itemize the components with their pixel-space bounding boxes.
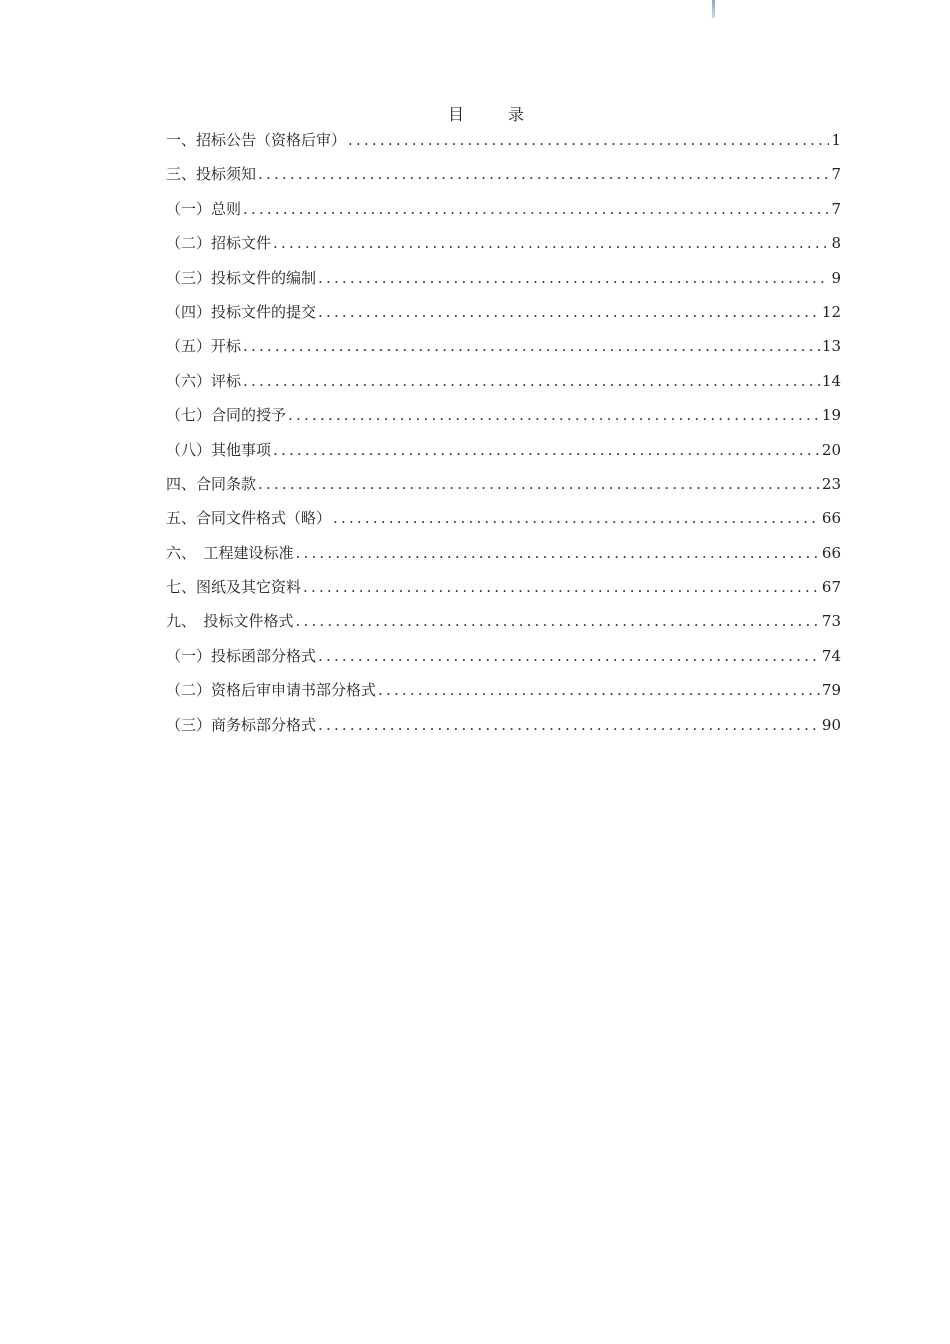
toc-entry[interactable] <box>166 300 841 334</box>
toc-entry-label: 六、 工程建设标准 <box>166 543 294 562</box>
toc-entry-label: 一、招标公告（资格后审） <box>166 131 347 149</box>
toc-entry[interactable] <box>166 644 841 678</box>
toc-entry-page: 79 <box>821 681 841 700</box>
toc-entry-page: 90 <box>821 715 841 734</box>
toc-entry-label: 四、合同条款 <box>166 474 257 493</box>
toc-entry[interactable] <box>166 369 841 403</box>
toc-entry[interactable] <box>166 197 841 231</box>
toc-leader-dots <box>258 472 820 496</box>
toc-leader-dots <box>258 162 829 186</box>
toc-leader-dots <box>296 609 820 633</box>
toc-entry-page: 74 <box>821 646 841 665</box>
toc-entry[interactable] <box>166 403 841 437</box>
toc-entry-page: 19 <box>821 406 841 425</box>
toc-entry-label: （一）投标函部分格式 <box>166 646 317 665</box>
toc-entry[interactable] <box>166 266 841 300</box>
toc-entry-label: （八）其他事项 <box>166 440 272 459</box>
toc-entry-page: 13 <box>821 337 841 356</box>
table-of-contents <box>166 128 841 747</box>
toc-entry-label: （二）招标文件 <box>166 234 272 253</box>
header-mark <box>712 0 715 18</box>
toc-leader-dots <box>333 506 820 530</box>
toc-entry-page: 1 <box>831 131 841 149</box>
toc-entry-label: 九、 投标文件格式 <box>166 612 294 631</box>
toc-entry[interactable] <box>166 575 841 609</box>
toc-entry-label: （三）商务标部分格式 <box>166 715 317 734</box>
toc-entry[interactable] <box>166 472 841 506</box>
toc-leader-dots <box>318 266 829 290</box>
toc-leader-dots <box>348 128 829 152</box>
toc-entry-page: 73 <box>821 612 841 631</box>
toc-entry[interactable] <box>166 678 841 712</box>
toc-entry-page: 12 <box>821 302 841 321</box>
toc-entry-page: 66 <box>821 509 841 528</box>
toc-leader-dots <box>318 713 820 737</box>
toc-entry[interactable] <box>166 334 841 368</box>
toc-entry[interactable] <box>166 609 841 643</box>
toc-leader-dots <box>288 403 820 427</box>
toc-entry-label: （一）总则 <box>166 199 242 218</box>
toc-entry[interactable] <box>166 231 841 265</box>
toc-entry-label: （六）评标 <box>166 371 242 390</box>
toc-entry-label: 三、投标须知 <box>166 165 257 184</box>
toc-entry-label: （五）开标 <box>166 337 242 356</box>
toc-leader-dots <box>273 231 829 255</box>
toc-entry-label: 七、图纸及其它资料 <box>166 578 302 597</box>
toc-entry-page: 9 <box>831 268 841 287</box>
toc-entry-page: 7 <box>831 199 841 218</box>
toc-entry-page: 14 <box>821 371 841 390</box>
toc-entry-page: 7 <box>831 165 841 184</box>
toc-leader-dots <box>318 300 820 324</box>
toc-leader-dots <box>243 197 829 221</box>
toc-entry-page: 67 <box>821 578 841 597</box>
toc-entry[interactable] <box>166 438 841 472</box>
toc-entry[interactable] <box>166 162 841 196</box>
toc-entry-label: 五、合同文件格式（略） <box>166 509 332 528</box>
toc-entry-page: 66 <box>821 543 841 562</box>
toc-leader-dots <box>378 678 820 702</box>
toc-entry-label: （三）投标文件的编制 <box>166 268 317 287</box>
toc-entry[interactable] <box>166 128 841 162</box>
toc-entry-page: 8 <box>831 234 841 253</box>
toc-title: 目 录 <box>447 105 538 124</box>
toc-leader-dots <box>243 369 820 393</box>
toc-entry-label: （四）投标文件的提交 <box>166 302 317 321</box>
toc-entry-page: 23 <box>821 474 841 493</box>
toc-leader-dots <box>273 438 820 462</box>
toc-entry[interactable] <box>166 541 841 575</box>
toc-leader-dots <box>296 541 820 565</box>
toc-entry[interactable] <box>166 506 841 540</box>
toc-entry-label: （七）合同的授予 <box>166 406 287 425</box>
toc-leader-dots <box>303 575 820 599</box>
toc-entry-label: （二）资格后审申请书部分格式 <box>166 681 377 700</box>
toc-entry-page: 20 <box>821 440 841 459</box>
toc-leader-dots <box>318 644 820 668</box>
toc-entry[interactable] <box>166 713 841 747</box>
toc-leader-dots <box>243 334 820 358</box>
